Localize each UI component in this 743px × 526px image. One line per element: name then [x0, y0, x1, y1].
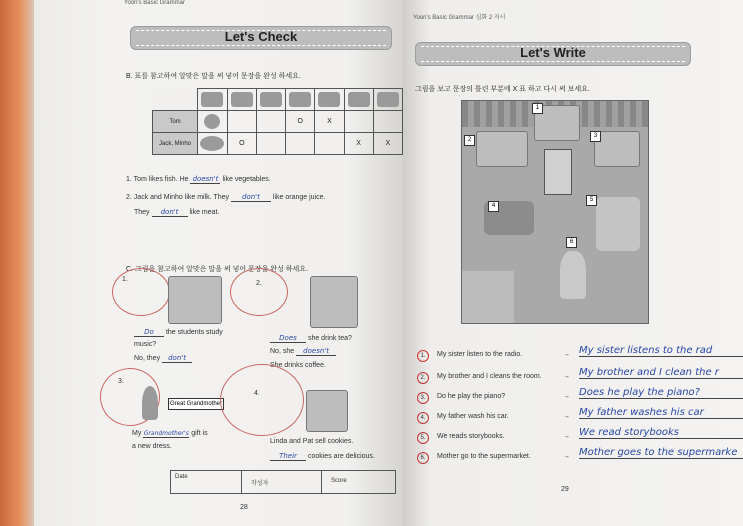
table-cell — [315, 133, 344, 155]
students-studying-picture — [168, 276, 222, 324]
table-header-row — [153, 89, 403, 111]
item-2-number: 2. — [256, 280, 262, 287]
sentence-4-number: 4. — [417, 412, 429, 424]
table-cell — [373, 111, 402, 133]
book-cover-edge — [0, 0, 34, 526]
mother-figure — [560, 251, 586, 299]
table-cell — [227, 111, 256, 133]
juice-icon — [318, 92, 340, 107]
sentence-6-number: 6. — [417, 452, 429, 464]
table-cell — [256, 133, 285, 155]
left-page — [34, 0, 403, 526]
section-b-instruction: B. 표를 참고하여 알맞은 말을 써 넣어 문장을 완성 하세요. — [126, 73, 301, 80]
item-2-line-1: Does she drink tea? — [270, 334, 352, 343]
table-cell — [344, 111, 373, 133]
item-1-line-3: No, they don't — [134, 354, 192, 363]
food-preference-table — [152, 88, 403, 155]
cleaning-room-window — [476, 131, 528, 167]
sentence-6-answer[interactable]: Mother goes to the supermarke — [579, 447, 743, 459]
answer-grandmothers[interactable]: Grandmother's — [143, 430, 189, 437]
left-page-number: 28 — [240, 504, 248, 511]
grandmother-figure — [142, 386, 158, 420]
table-row — [153, 111, 403, 133]
lets-write-title: Let's Write — [520, 45, 586, 60]
sentence-5-answer[interactable]: We read storybooks — [579, 427, 743, 439]
b-sentence-2: 2. Jack and Minho like milk. They don't like orange juice. — [126, 193, 326, 201]
sentence-5-number: 5. — [417, 432, 429, 444]
right-page-number: 29 — [561, 486, 569, 493]
table-cell — [256, 111, 285, 133]
meat-icon — [348, 92, 370, 107]
sentence-2-answer[interactable]: My brother and I clean the r — [579, 367, 743, 379]
picture-label-6: 6 — [566, 237, 577, 248]
answer-their[interactable]: Their — [270, 452, 306, 461]
sentence-1-text: My sister listen to the radio. — [437, 351, 523, 358]
lets-write-title-bar — [415, 42, 691, 66]
picture-label-4: 4 — [488, 201, 499, 212]
woman-drinking-picture — [310, 276, 358, 328]
vegetables-icon — [289, 92, 311, 107]
sentence-4-answer[interactable]: My father washes his car — [579, 407, 743, 419]
item-4-line-1: Linda and Pat sell cookies. — [270, 438, 354, 445]
right-page: Yoon's Basic Grammar 심화 2 자시 Let's Write 그림을 보고 문장의 틀린 부분에 X 표 하고 다시 써 보세요. 1 2 3 4 5 6 1. My sister listen to the radio. → My sister listens to the rad 2. My brother and I cleans the room. → My brother and I clean the r 3. Do he play the piano? → Does he play the piano? 4. My father wash his car. → My father washes his car 5. We reads storybooks. → We read storybooks 6. Mother go to the supermarket. → Mother goes to the supermarke 29 — [403, 0, 743, 526]
cookie-sellers-picture — [306, 390, 348, 432]
table-row — [153, 133, 403, 155]
answer-dont-1[interactable]: don't — [231, 193, 271, 202]
item-2-line-3: She drinks coffee. — [270, 362, 326, 369]
footer-box — [170, 470, 396, 494]
b-sentence-3: They don't like meat. — [134, 208, 220, 216]
milk-icon — [231, 92, 253, 107]
picture-label-5: 5 — [586, 195, 597, 206]
answer-doesnt[interactable]: doesn't — [190, 175, 220, 184]
item-1-line-2: music? — [134, 341, 157, 348]
street-corner — [462, 271, 514, 323]
b-sentence-1: 1. Tom likes fish. He doesn't like vegetables. — [126, 175, 271, 183]
item-1-circle — [112, 268, 170, 316]
footer-score: Score — [331, 478, 347, 484]
answer-doesnt-2[interactable]: doesn't — [296, 347, 336, 356]
sentence-3-number: 3. — [417, 392, 429, 404]
picture-label-2: 2 — [464, 135, 475, 146]
table-cell: O — [286, 111, 315, 133]
tom-avatar — [204, 114, 220, 129]
sentence-5-text: We reads storybooks. — [437, 433, 505, 440]
sentence-4-text: My father wash his car. — [437, 413, 509, 420]
jack-minho-avatar — [200, 136, 224, 151]
picture-label-3: 3 — [590, 131, 601, 142]
item-4-circle — [220, 364, 304, 436]
picture-label-1: 1 — [532, 103, 543, 114]
family-house-illustration — [461, 100, 649, 324]
house-door — [544, 149, 572, 195]
row-name: Tom — [153, 111, 198, 133]
item-2-circle — [230, 268, 288, 316]
item-4-line-2: Their cookies are delicious. — [270, 452, 375, 461]
answer-does[interactable]: Does — [270, 334, 306, 343]
footer-date: Date — [175, 474, 188, 480]
footer-author: 작성자 — [251, 481, 269, 487]
sentence-3-text: Do he play the piano? — [437, 393, 506, 400]
left-header: Yoon's Basic Grammar — [124, 0, 185, 6]
row-name: Jack, Minho — [153, 133, 198, 155]
sentence-1-answer[interactable]: My sister listens to the rad — [579, 345, 743, 357]
bread-icon — [377, 92, 399, 107]
right-header: Yoon's Basic Grammar 심화 2 자시 — [413, 15, 506, 21]
sentence-2-number: 2. — [417, 372, 429, 384]
table-cell: X — [315, 111, 344, 133]
section-c-instruction: C. 그림을 참고하여 알맞은 말을 써 넣어 문장을 완성 하세요. — [126, 266, 308, 273]
grandmother-sign: Great Grandmother — [168, 398, 224, 410]
lets-check-title: Let's Check — [224, 29, 298, 44]
answer-do[interactable]: Do — [134, 328, 164, 337]
item-3-number: 3. — [118, 378, 124, 385]
item-1-number: 1. — [122, 276, 128, 283]
fish-icon — [260, 92, 282, 107]
lets-check-title-bar — [130, 26, 392, 50]
item-1-line-1: Do the students study — [134, 328, 223, 337]
table-cell: O — [227, 133, 256, 155]
table-cell — [286, 133, 315, 155]
item-2-line-2: No, she doesn't — [270, 347, 336, 356]
sentence-1-number: 1. — [417, 350, 429, 362]
lets-write-instruction: 그림을 보고 문장의 틀린 부분에 X 표 하고 다시 써 보세요. — [415, 86, 590, 93]
answer-dont-2[interactable]: don't — [152, 208, 188, 217]
sentence-6-text: Mother go to the supermarket. — [437, 453, 531, 460]
sentence-2-text: My brother and I cleans the room. — [437, 373, 542, 380]
item-3-line-2: a new dress. — [132, 443, 172, 450]
table-cell: X — [373, 133, 402, 155]
table-cell: X — [344, 133, 373, 155]
food-icon — [201, 92, 223, 107]
storybook-reading-scene — [596, 197, 640, 251]
answer-dont-3[interactable]: don't — [162, 354, 192, 363]
sentence-3-answer[interactable]: Does he play the piano? — [579, 387, 743, 399]
item-4-number: 4. — [254, 390, 260, 397]
item-3-line-1: My Grandmother's gift is — [132, 430, 208, 437]
